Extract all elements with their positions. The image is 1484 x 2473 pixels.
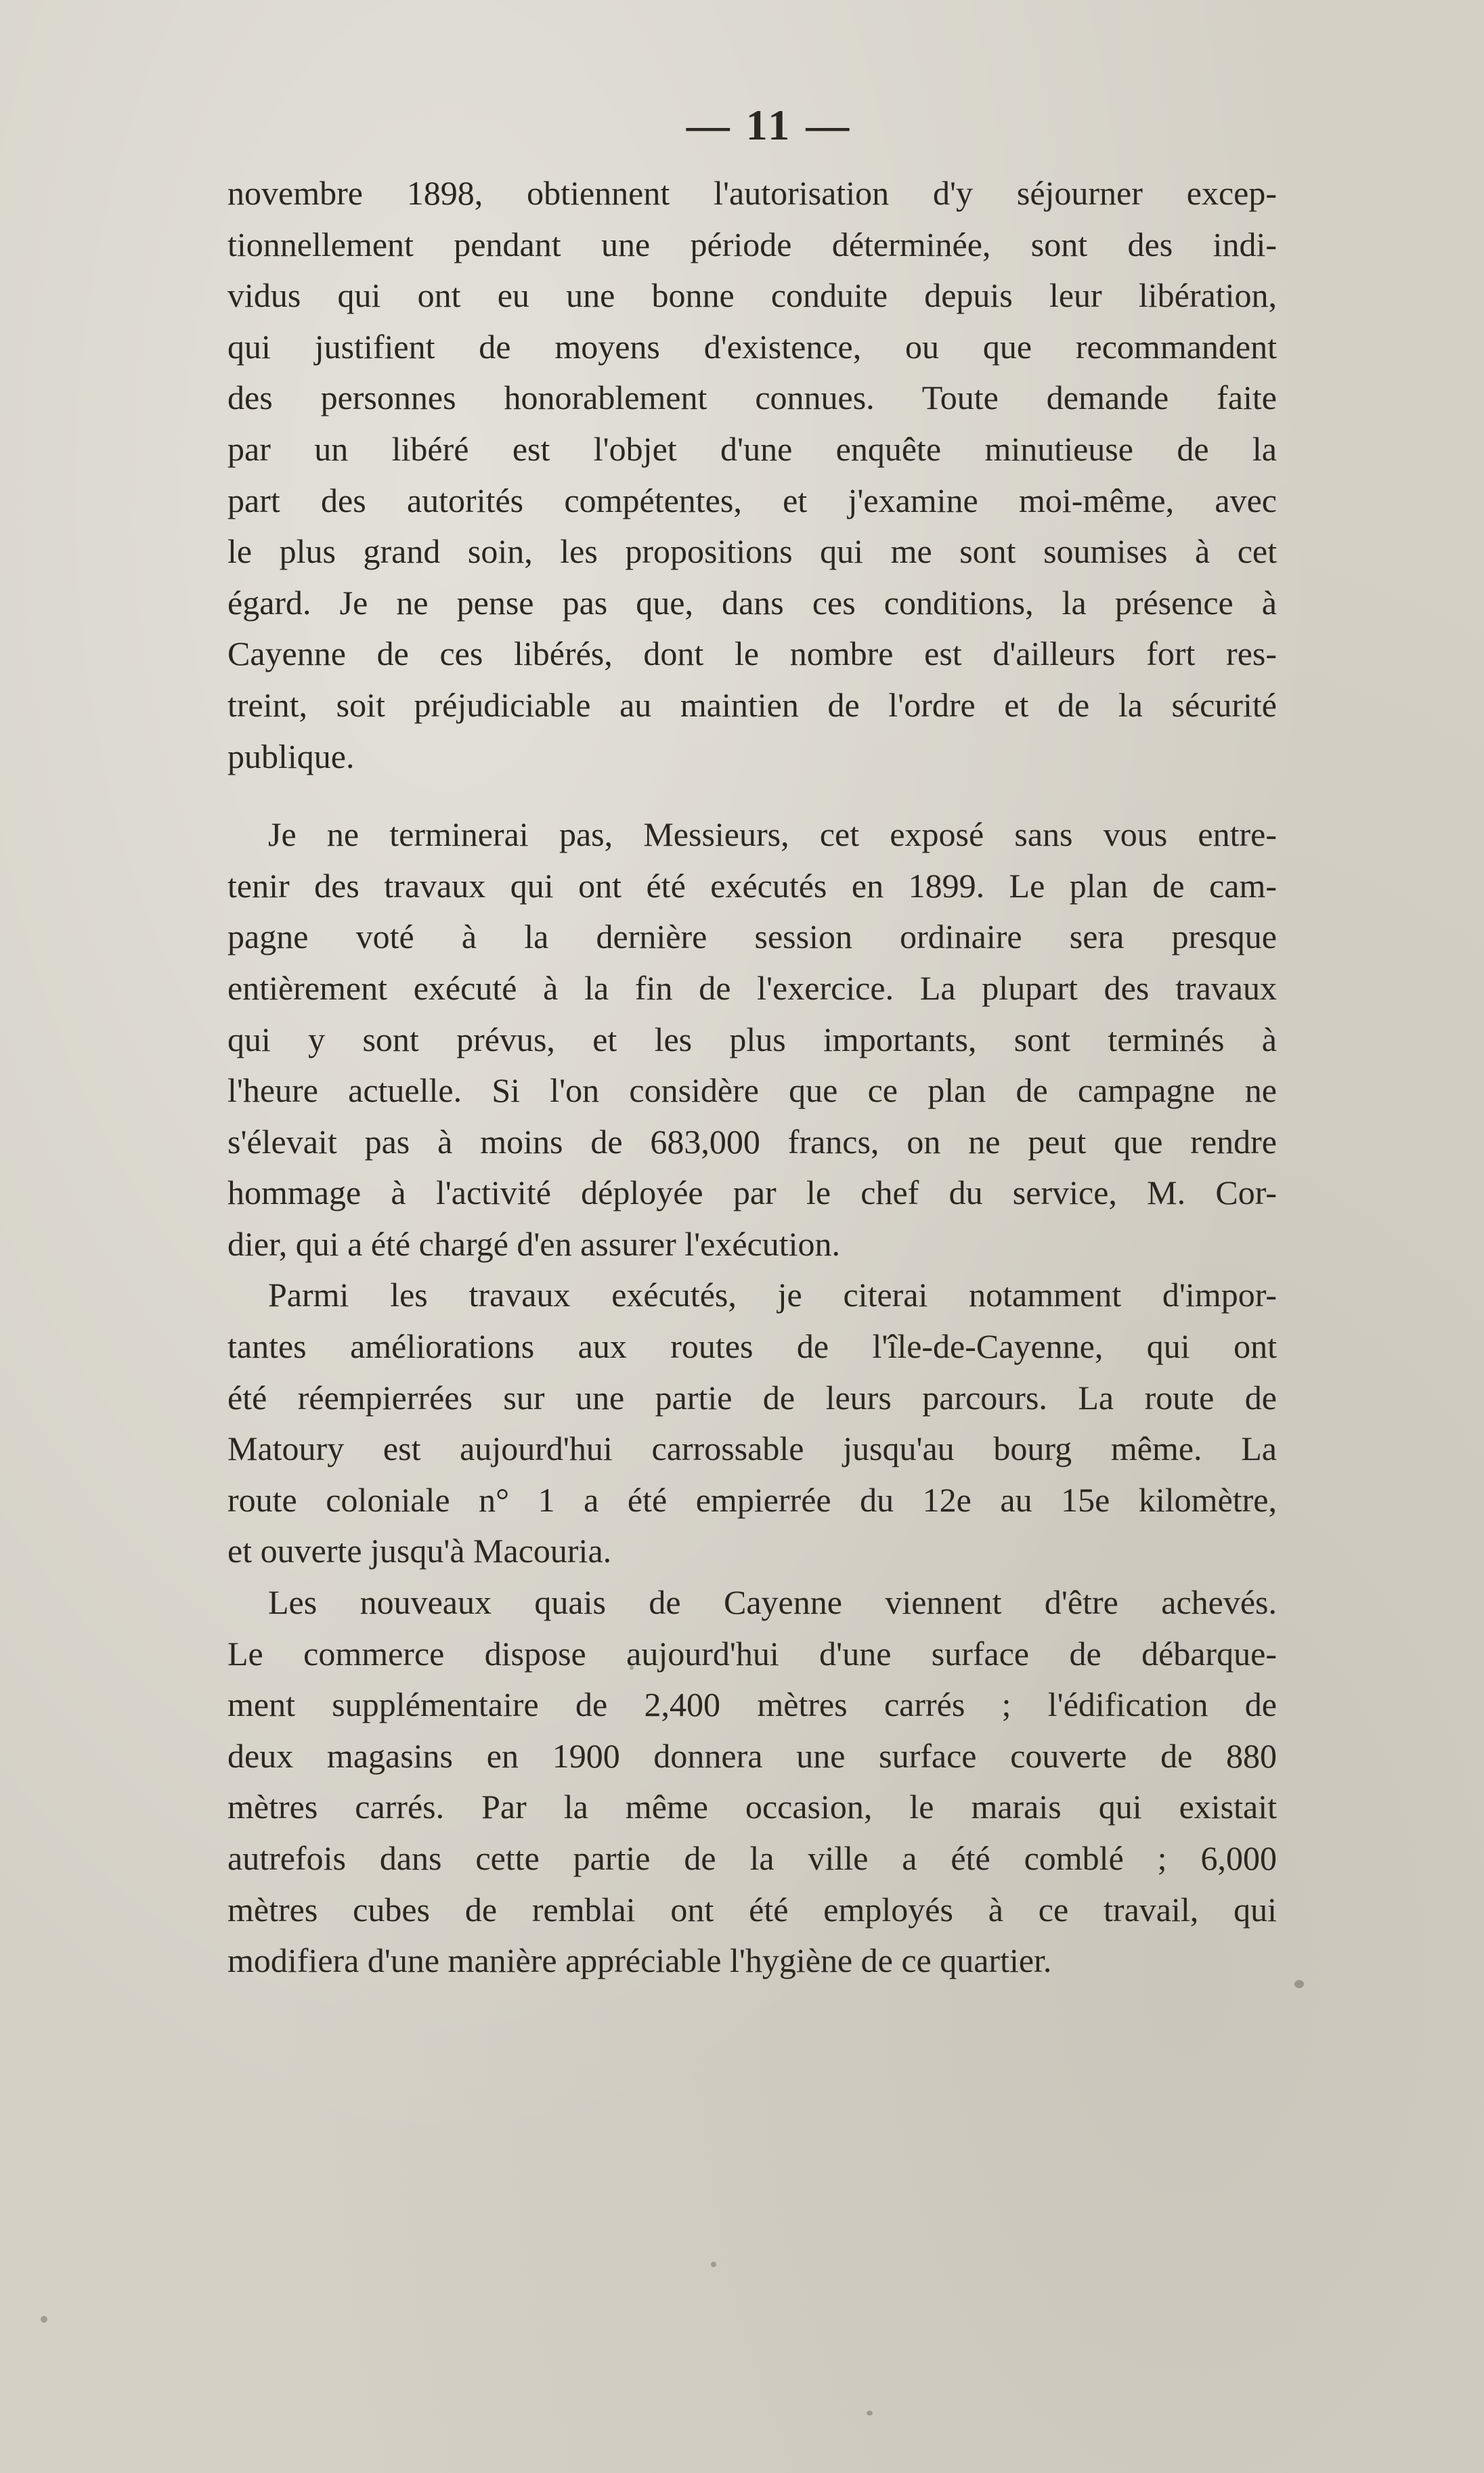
text-line: l'heure actuelle. Si l'on considère que ce plan de campagne ne	[227, 1071, 1277, 1110]
text-line: Je ne terminerai pas, Messieurs, cet exposé sans vous entre-	[268, 815, 1277, 854]
text-line: tenir des travaux qui ont été exécutés en 1899. Le plan de cam-	[227, 866, 1277, 905]
text-line: mètres carrés. Par la même occasion, le marais qui existait	[227, 1788, 1277, 1826]
text-line: modifiera d'une manière appréciable l'hygiène de ce quartier.	[227, 1941, 1052, 1980]
text-line: qui y sont prévus, et les plus importants, sont terminés à	[227, 1020, 1277, 1058]
text-line: novembre 1898, obtiennent l'autorisation d'y séjourner excep-	[227, 174, 1277, 212]
text-line: le plus grand soin, les propositions qui me sont soumises à cet	[227, 532, 1277, 571]
text-line: dier, qui a été chargé d'en assurer l'exécution.	[227, 1224, 840, 1263]
text-line: égard. Je ne pense pas que, dans ces conditions, la présence à	[227, 583, 1277, 622]
text-line: publique.	[227, 737, 355, 775]
text-line: deux magasins en 1900 donnera une surface couverte de 880	[227, 1736, 1277, 1775]
text-line: qui justifient de moyens d'existence, ou que recommandent	[227, 327, 1277, 366]
text-line: route coloniale n° 1 a été empierrée du 12e au 15e kilomètre,	[227, 1480, 1277, 1519]
text-line: été réempierrées sur une partie de leurs parcours. La route de	[227, 1378, 1277, 1417]
text-line: part des autorités compétentes, et j'examine moi-même, avec	[227, 481, 1277, 519]
paragraph-liberes	[227, 168, 1277, 782]
paper-speck	[41, 2316, 47, 2323]
paragraph-quais	[227, 1577, 1277, 1987]
text-line: par un libéré est l'objet d'une enquête minutieuse de la	[227, 429, 1277, 468]
text-line: vidus qui ont eu une bonne conduite depuis leur libération,	[227, 276, 1277, 315]
text-line: s'élevait pas à moins de 683,000 francs, on ne peut que rendre	[227, 1122, 1277, 1161]
paper-speck	[1294, 1980, 1304, 1988]
text-line: tionnellement pendant une période déterminée, sont des indi-	[227, 225, 1277, 263]
text-line: Le commerce dispose aujourd'hui d'une surface de débarque-	[227, 1634, 1277, 1673]
text-line: pagne voté à la dernière session ordinaire sera presque	[227, 918, 1277, 956]
body-text	[227, 168, 1277, 1987]
text-line: des personnes honorablement connues. Toute demande faite	[227, 379, 1277, 417]
page-number: — 11 —	[686, 101, 852, 149]
text-line: ment supplémentaire de 2,400 mètres carrés ; l'édification de	[227, 1685, 1277, 1724]
text-line: Parmi les travaux exécutés, je citerai notamment d'impor-	[268, 1276, 1277, 1314]
text-line: mètres cubes de remblai ont été employés à ce travail, qui	[227, 1890, 1277, 1929]
text-line: treint, soit préjudiciable au maintien de l'ordre et de la sécurité	[227, 685, 1277, 724]
text-line: Matoury est aujourd'hui carrossable jusqu'au bourg même. La	[227, 1429, 1277, 1468]
text-line: hommage à l'activité déployée par le chef du service, M. Cor-	[227, 1174, 1277, 1212]
text-line: entièrement exécuté à la fin de l'exercice. La plupart des travaux	[227, 968, 1277, 1007]
paragraph-travaux	[227, 809, 1277, 1270]
paragraph-routes	[227, 1270, 1277, 1577]
text-line: et ouverte jusqu'à Macouria.	[227, 1532, 612, 1570]
paper-speck	[867, 2411, 873, 2415]
paper-speck	[711, 2262, 716, 2267]
text-line: autrefois dans cette partie de la ville a été comblé ; 6,000	[227, 1839, 1277, 1877]
text-line: tantes améliorations aux routes de l'île-de-Cayenne, qui ont	[227, 1327, 1277, 1366]
text-line: Cayenne de ces libérés, dont le nombre est d'ailleurs fort res-	[227, 635, 1277, 673]
text-line: Les nouveaux quais de Cayenne viennent d'être achevés.	[268, 1583, 1277, 1622]
